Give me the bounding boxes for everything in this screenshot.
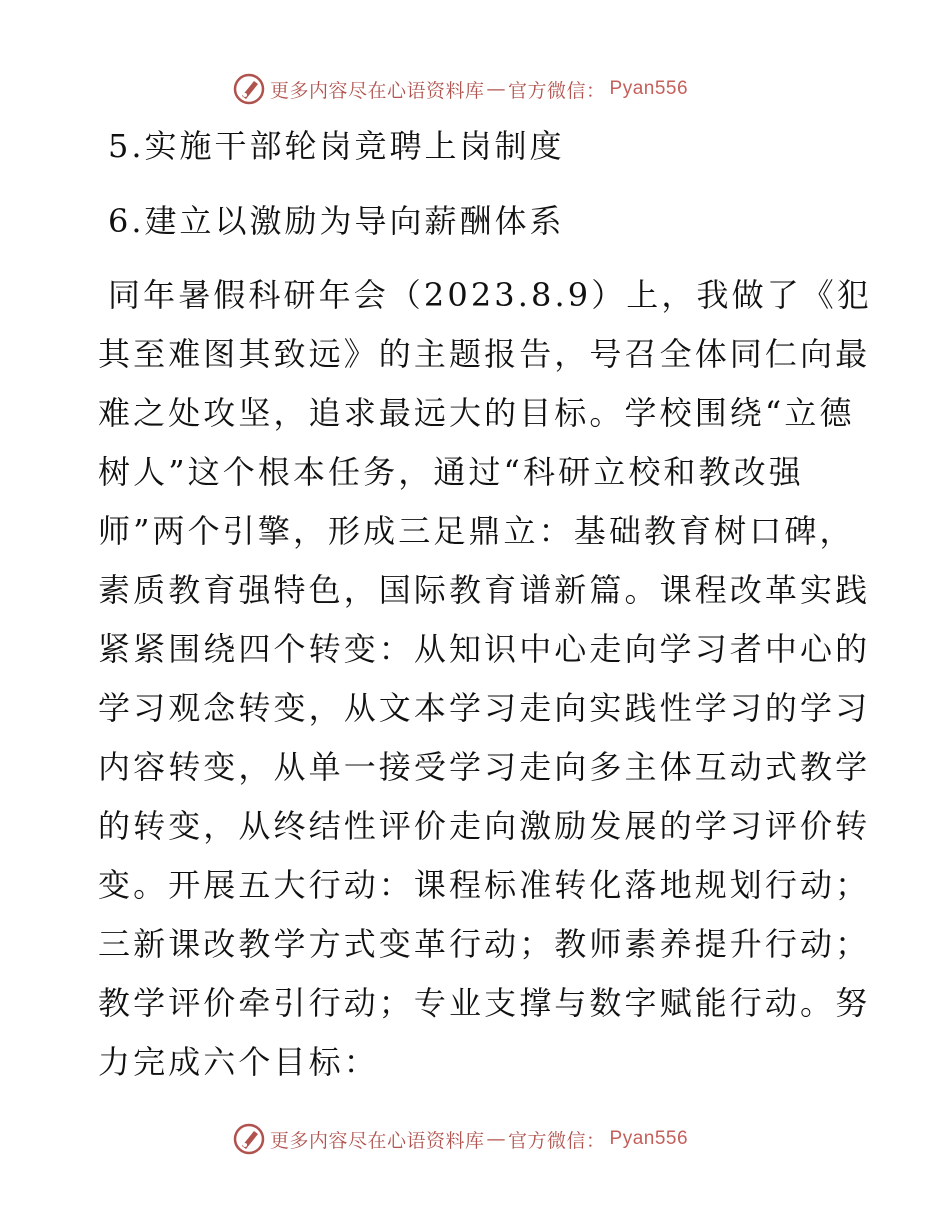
watermark-separator: —	[486, 1128, 507, 1150]
paragraph-line: 同年暑假科研年会（2023.8.9）上，我做了《犯	[108, 276, 873, 314]
paragraph-line: 难之处攻坚，追求最远大的目标。学校围绕“立德	[98, 394, 855, 432]
paragraph-line: 素质教育强特色，国际教育谱新篇。课程改革实践	[98, 571, 871, 609]
list-item-5: 5.实施干部轮岗竞聘上岗制度	[108, 127, 565, 165]
watermark-wechat-id: Pyan556	[609, 78, 689, 99]
paragraph-line: 的转变，从终结性评价走向激励发展的学习评价转	[98, 807, 871, 845]
watermark-brand: 更多内容尽在心语资料库	[270, 79, 485, 102]
paragraph-line: 内容转变，从单一接受学习走向多主体互动式教学	[98, 748, 871, 786]
paragraph-line: 紧紧围绕四个转变：从知识中心走向学习者中心的	[98, 630, 871, 668]
list-item-6: 6.建立以激励为导向薪酬体系	[108, 202, 565, 240]
paragraph-line: 力完成六个目标：	[98, 1043, 379, 1081]
pen-circle-icon	[232, 1122, 266, 1156]
paragraph-line: 树人”这个根本任务，通过“科研立校和教改强	[98, 453, 804, 491]
footer-watermark	[232, 1122, 688, 1156]
header-watermark	[232, 72, 688, 106]
watermark-label: 官方微信：	[508, 1129, 606, 1152]
paragraph-line: 变。开展五大行动：课程标准转化落地规划行动；	[98, 866, 871, 904]
paragraph-line: 教学评价牵引行动；专业支撑与数字赋能行动。努	[98, 984, 871, 1022]
body-paragraph	[98, 266, 873, 1092]
watermark-separator: —	[486, 78, 507, 100]
watermark-wechat-id: Pyan556	[609, 1128, 689, 1149]
paragraph-line: 三新课改教学方式变革行动；教师素养提升行动；	[98, 925, 871, 963]
paragraph-line: 学习观念转变，从文本学习走向实践性学习的学习	[98, 689, 871, 727]
paragraph-line: 其至难图其致远》的主题报告，号召全体同仁向最	[98, 335, 871, 373]
watermark-label: 官方微信：	[508, 79, 606, 102]
watermark-brand: 更多内容尽在心语资料库	[270, 1129, 485, 1152]
pen-circle-icon	[232, 72, 266, 106]
paragraph-line: 师”两个引擎，形成三足鼎立：基础教育树口碑，	[98, 512, 855, 550]
